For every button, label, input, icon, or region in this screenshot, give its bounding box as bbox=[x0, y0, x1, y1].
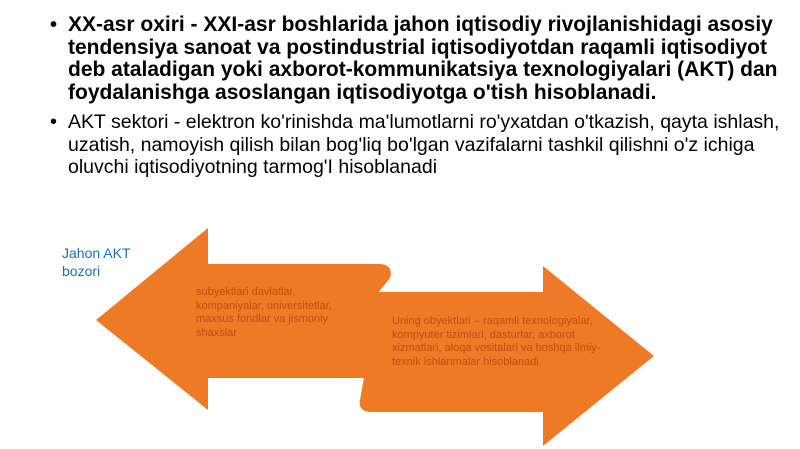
bullet-dot: • bbox=[50, 14, 58, 36]
market-label: Jahon AKT bozori bbox=[62, 245, 131, 279]
left-arrow-text: subyektlari davlatlar, kompaniyalar, universitetlar, maxsus fondlar va jismoniy shaxslar bbox=[196, 286, 332, 339]
bullet-text-1: XX-asr oxiri - XXI-asr boshlarida jahon iqtisodiy rivojlanishidagi asosiy tendensiya sanoat va postindustrial iqtisodiyotdan raqamli iqtisodiyot deb ataladigan yoki axborot-kommunikatsiya texnologiyalari (AKT) dan foydalanishga asoslangan iqtisodiyotga o'tish hisoblanadi. bbox=[68, 13, 778, 104]
right-arrow-text: Uning obyektlari – raqamli texnologiyalar, kompyuter tizimlari, dasturlar, axborot xizmatlari, aloqa vositalari va boshqa ilmiy-texnik ishlanmalar hisoblanadi bbox=[392, 315, 601, 368]
bullet-dot: • bbox=[50, 111, 58, 133]
bullet-text-2: AKT sektori - elektron ko'rinishda ma'lumotlarni ro'yxatdan o'tkazish, qayta ishlash, uzatish, namoyish qilish bilan bog'liq bo'lgan vazifalarni tashkil qilishni o'z ichiga oluvchi iqtisodiyotning tarmog'I hisoblanadi bbox=[68, 111, 780, 178]
